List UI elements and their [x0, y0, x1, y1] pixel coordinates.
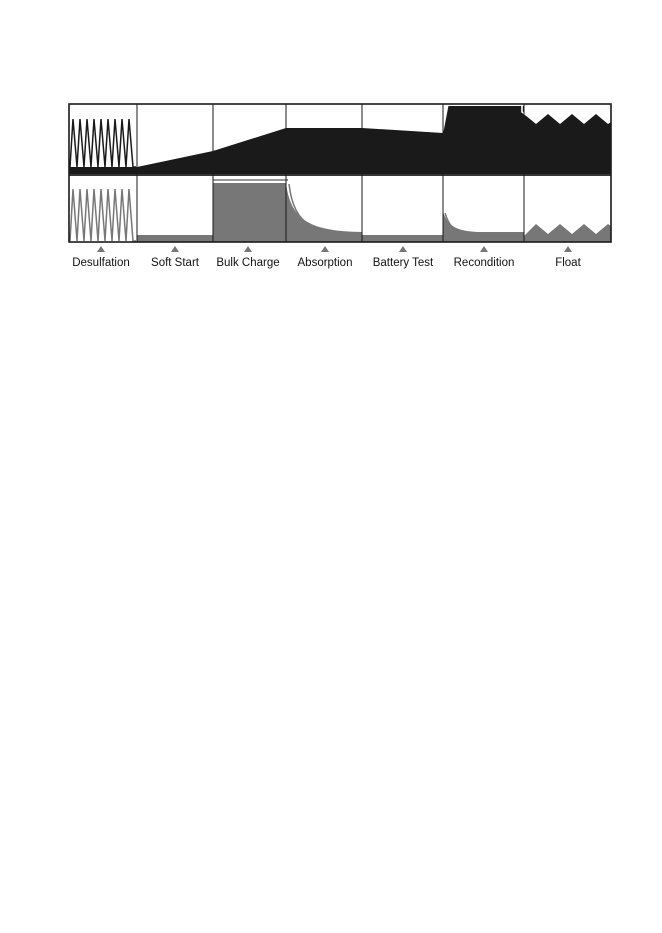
stage-battery-test: [373, 246, 434, 269]
stage-label-battery-test: Battery Test: [372, 257, 434, 269]
current-band: [69, 176, 611, 242]
stage-marker-triangle: [321, 246, 329, 252]
stage-label-recondition: Recondition: [453, 257, 515, 269]
stage-bulk-charge: [216, 246, 279, 269]
stage-label-float: Float: [555, 257, 581, 269]
stage-marker-triangle: [480, 246, 488, 252]
stage-label-soft-start: Soft Start: [151, 257, 199, 269]
stage-soft-start: [151, 246, 200, 269]
stage-labels: [72, 246, 581, 269]
stage-absorption: [298, 246, 353, 269]
stage-marker-triangle: [399, 246, 407, 252]
stage-label-bulk-charge: Bulk Charge: [216, 257, 280, 269]
stage-float: [555, 246, 581, 269]
stage-marker-triangle: [244, 246, 252, 252]
stage-label-absorption: Absorption: [297, 257, 353, 269]
soft-start-current-level: [137, 235, 213, 242]
battery-test-current-level: [362, 235, 443, 242]
stage-marker-triangle: [564, 246, 572, 252]
voltage-band: [69, 104, 611, 174]
stage-marker-triangle: [97, 246, 105, 252]
stage-desulfation: [72, 246, 130, 269]
stage-recondition: [454, 246, 515, 269]
bulk-charge-current-area: [213, 183, 286, 242]
stage-label-desulfation: Desulfation: [72, 257, 130, 269]
stage-marker-triangle: [171, 246, 179, 252]
